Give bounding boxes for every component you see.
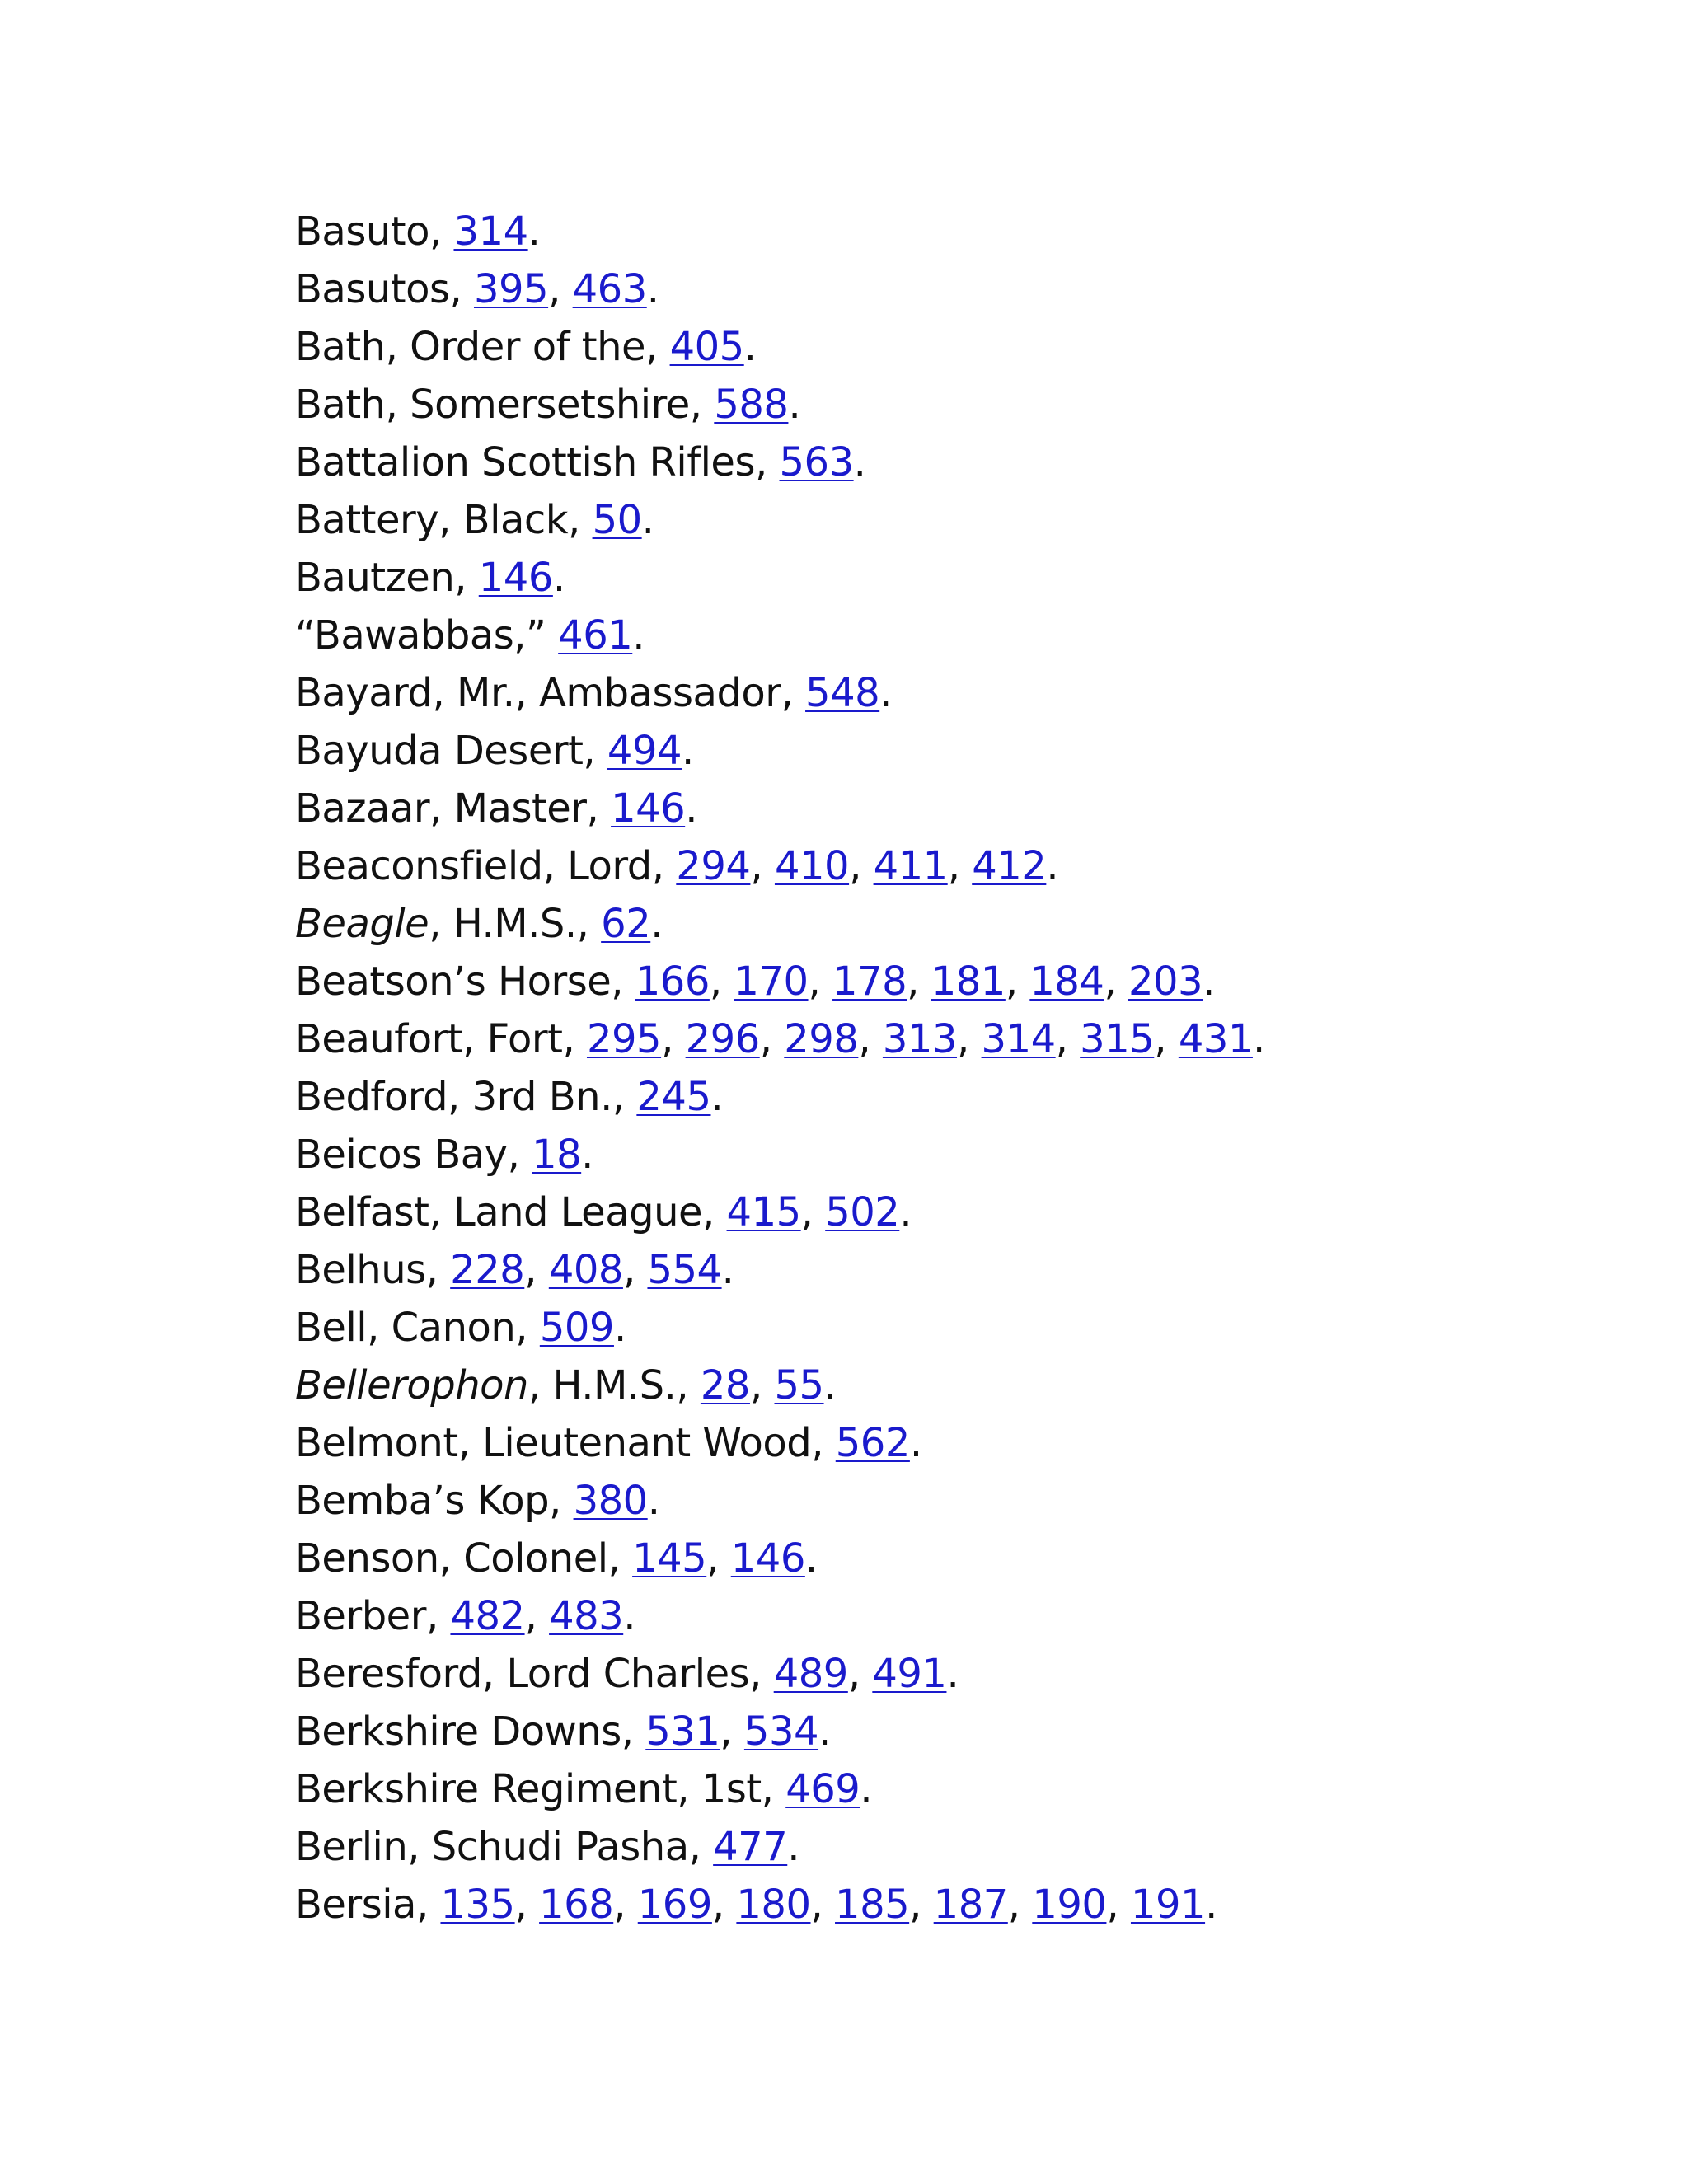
page-link[interactable]: 405 — [669, 324, 744, 370]
index-term: Bazaar, Master — [295, 785, 587, 832]
index-term-italic: Beagle — [295, 901, 429, 947]
page-link[interactable]: 187 — [933, 1882, 1008, 1928]
index-entry: Bautzen, 146. — [295, 555, 565, 601]
index-entry: Berlin, Schudi Pasha, 477. — [295, 1824, 800, 1870]
index-term: Belhus — [295, 1247, 426, 1293]
index-entry: Beagle, H.M.S., 62. — [295, 901, 663, 947]
index-term: Berlin, Schudi Pasha — [295, 1824, 689, 1870]
index-term: Berkshire Regiment, 1st — [295, 1766, 762, 1812]
index-entry: Berkshire Downs, 531, 534. — [295, 1708, 831, 1755]
index-entry: Beaconsfield, Lord, 294, 410, 411, 412. — [295, 843, 1059, 889]
index-entry: Beicos Bay, 18. — [295, 1132, 593, 1178]
index-entry: Bath, Order of the, 405. — [295, 324, 757, 370]
index-term: Bedford, 3rd Bn. — [295, 1074, 612, 1120]
index-term: Beicos Bay — [295, 1132, 508, 1178]
index-term: Bath, Order of the — [295, 324, 646, 370]
index-entry: Bell, Canon, 509. — [295, 1305, 626, 1351]
page-link[interactable]: 588 — [714, 382, 789, 428]
page-link[interactable]: 50 — [592, 497, 642, 543]
page-link[interactable]: 431 — [1178, 1016, 1253, 1062]
index-entry: Berber, 482, 483. — [295, 1593, 635, 1639]
page-link[interactable]: 531 — [645, 1708, 720, 1755]
index-entry: Basutos, 395, 463. — [295, 266, 659, 312]
page-link[interactable]: 298 — [784, 1016, 859, 1062]
index-term: Bell, Canon — [295, 1305, 516, 1351]
index-term: Beresford, Lord Charles — [295, 1651, 750, 1697]
index-term: , H.M.S. — [528, 1362, 677, 1408]
index-term: “Bawabbas,” — [295, 612, 546, 658]
index-entry: Bath, Somersetshire, 588. — [295, 382, 801, 428]
page-link[interactable]: 191 — [1130, 1882, 1206, 1928]
index-entry: Bazaar, Master, 146. — [295, 785, 697, 832]
page-link[interactable]: 461 — [558, 612, 633, 658]
index-entry: Bayuda Desert, 494. — [295, 728, 694, 774]
index-term: Benson, Colonel — [295, 1535, 608, 1582]
index-term: Beaconsfield, Lord — [295, 843, 652, 889]
index-term: , H.M.S. — [429, 901, 577, 947]
index-entry: Basuto, 314. — [295, 209, 541, 255]
index-term: Beaufort, Fort — [295, 1016, 563, 1062]
index-term: Basuto — [295, 209, 429, 255]
page-link[interactable]: 483 — [549, 1593, 624, 1639]
index-term: Berkshire Downs — [295, 1708, 621, 1755]
page-link[interactable]: 168 — [539, 1882, 614, 1928]
page-link[interactable]: 563 — [779, 439, 854, 485]
index-entry: Belfast, Land League, 415, 502. — [295, 1189, 912, 1235]
page-link[interactable]: 146 — [730, 1535, 805, 1582]
page-link[interactable]: 180 — [736, 1882, 811, 1928]
page-link[interactable]: 203 — [1128, 958, 1203, 1005]
page-link[interactable]: 296 — [685, 1016, 760, 1062]
page-link[interactable]: 380 — [573, 1478, 648, 1524]
page-link[interactable]: 178 — [832, 958, 907, 1005]
index-entry: Bayard, Mr., Ambassador, 548. — [295, 670, 892, 716]
index-entry: Beresford, Lord Charles, 489, 491. — [295, 1651, 959, 1697]
page-link[interactable]: 146 — [611, 785, 686, 832]
page-link[interactable]: 415 — [726, 1189, 801, 1235]
index-entry: Bellerophon, H.M.S., 28, 55. — [295, 1362, 837, 1408]
page-link[interactable]: 408 — [548, 1247, 623, 1293]
page-link[interactable]: 135 — [440, 1882, 515, 1928]
index-term: Bemba’s Kop — [295, 1478, 550, 1524]
page-link[interactable]: 313 — [882, 1016, 958, 1062]
page-link[interactable]: 489 — [773, 1651, 848, 1697]
page-link[interactable]: 55 — [774, 1362, 824, 1408]
page-link[interactable]: 469 — [785, 1766, 860, 1812]
page-link[interactable]: 169 — [637, 1882, 712, 1928]
page-link[interactable]: 410 — [774, 843, 850, 889]
page-link[interactable]: 146 — [478, 555, 553, 601]
index-entry: Belhus, 228, 408, 554. — [295, 1247, 734, 1293]
page-link[interactable]: 28 — [700, 1362, 750, 1408]
page-link[interactable]: 491 — [872, 1651, 947, 1697]
page-link[interactable]: 184 — [1029, 958, 1104, 1005]
index-entry: Bersia, 135, 168, 169, 180, 185, 187, 190, 191. — [295, 1882, 1217, 1928]
index-term: Battery, Black — [295, 497, 569, 543]
index-term: Basutos — [295, 266, 450, 312]
index-term-italic: Bellerophon — [295, 1362, 528, 1408]
index-term: Bath, Somersetshire — [295, 382, 690, 428]
index-term: Bersia — [295, 1882, 416, 1928]
index-entry: Benson, Colonel, 145, 146. — [295, 1535, 818, 1582]
index-entry: Beaufort, Fort, 295, 296, 298, 313, 314, 315, 431. — [295, 1016, 1265, 1062]
page-link[interactable]: 477 — [713, 1824, 788, 1870]
index-term: Bayard, Mr., Ambassador — [295, 670, 781, 716]
index-term: Battalion Scottish Rifles — [295, 439, 755, 485]
index-entry: Berkshire Regiment, 1st, 469. — [295, 1766, 873, 1812]
page-link[interactable]: 294 — [676, 843, 751, 889]
page-link[interactable]: 509 — [539, 1305, 614, 1351]
index-entry: “Bawabbas,” 461. — [295, 612, 645, 658]
index-entry: Battalion Scottish Rifles, 563. — [295, 439, 866, 485]
page-link[interactable]: 482 — [450, 1593, 525, 1639]
page-link[interactable]: 463 — [572, 266, 647, 312]
page-link[interactable]: 314 — [453, 209, 528, 255]
page-link[interactable]: 181 — [931, 958, 1006, 1005]
page-link[interactable]: 502 — [825, 1189, 900, 1235]
index-term: Belfast, Land League — [295, 1189, 703, 1235]
page-link[interactable]: 185 — [835, 1882, 910, 1928]
page-link[interactable]: 411 — [873, 843, 948, 889]
page-link[interactable]: 315 — [1080, 1016, 1155, 1062]
page-link[interactable]: 534 — [743, 1708, 819, 1755]
page-link[interactable]: 62 — [601, 901, 651, 947]
page-link[interactable]: 314 — [981, 1016, 1056, 1062]
index-entry: Battery, Black, 50. — [295, 497, 654, 543]
page-link[interactable]: 190 — [1032, 1882, 1107, 1928]
page-link[interactable]: 562 — [835, 1420, 910, 1466]
index-term: Belmont, Lieutenant Wood — [295, 1420, 812, 1466]
page-link[interactable]: 170 — [734, 958, 809, 1005]
index-entry-list — [295, 203, 1265, 1933]
page-link[interactable]: 166 — [635, 958, 710, 1005]
page-link[interactable]: 295 — [586, 1016, 662, 1062]
page-link[interactable]: 494 — [607, 728, 682, 774]
page-link[interactable]: 228 — [450, 1247, 525, 1293]
index-term: Berber — [295, 1593, 426, 1639]
page-link[interactable]: 554 — [647, 1247, 722, 1293]
page-link[interactable]: 548 — [805, 670, 880, 716]
page-link[interactable]: 395 — [473, 266, 549, 312]
page-link[interactable]: 245 — [636, 1074, 711, 1120]
index-term: Beatson’s Horse — [295, 958, 612, 1005]
index-entry: Belmont, Lieutenant Wood, 562. — [295, 1420, 922, 1466]
page-link[interactable]: 145 — [632, 1535, 707, 1582]
page-link[interactable]: 412 — [972, 843, 1047, 889]
page-link[interactable]: 18 — [532, 1132, 582, 1178]
index-term: Bayuda Desert — [295, 728, 584, 774]
index-term: Bautzen — [295, 555, 455, 601]
index-entry: Bedford, 3rd Bn., 245. — [295, 1074, 724, 1120]
index-entry: Beatson’s Horse, 166, 170, 178, 181, 184, 203. — [295, 958, 1215, 1005]
index-entry: Bemba’s Kop, 380. — [295, 1478, 660, 1524]
